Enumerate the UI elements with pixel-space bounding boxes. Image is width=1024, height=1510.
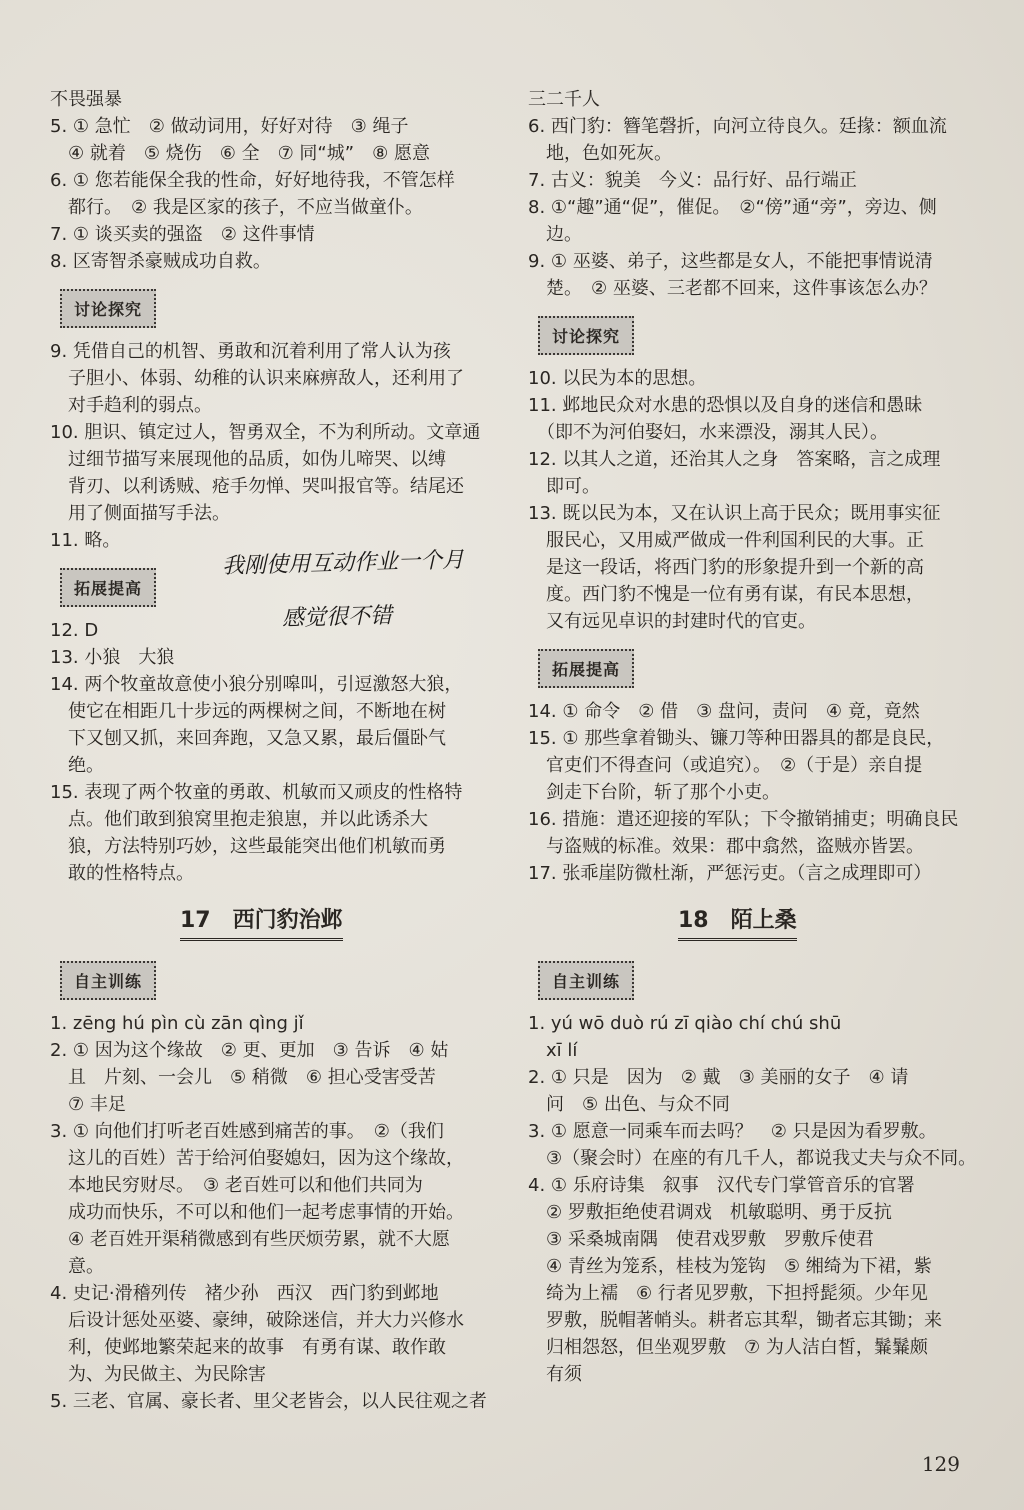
text-line: 地，色如死灰。: [528, 143, 672, 164]
text-line: 11. 邺地民众对水患的恐惧以及自身的迷信和愚昧: [528, 395, 923, 416]
text-line: ③（聚会时）在座的有几千人，都说我丈夫与众不同。: [528, 1148, 976, 1169]
text-line: 13. 既以民为本，又在认识上高于民众；既用事实征: [528, 503, 941, 524]
text-line: 子胆小、体弱、幼稚的认识来麻痹敌人，还利用了: [50, 368, 464, 389]
lesson-title: 17 西门豹治邺: [180, 903, 343, 941]
text-line: 1. yú wō duò rú zī qiào chí chú shū: [528, 1013, 842, 1034]
text-line: 即可。: [528, 476, 600, 497]
text-line: 15. ① 那些拿着锄头、镰刀等种田器具的都是良民，: [528, 728, 945, 749]
text-line: 15. 表现了两个牧童的勇敢、机敏而又顽皮的性格特: [50, 782, 463, 803]
text-line: 边。: [528, 224, 582, 245]
text-line: 10. 以民为本的思想。: [528, 368, 707, 389]
section-badge-self-training: 自主训练: [60, 961, 156, 1000]
right-answers-a: [528, 86, 976, 302]
text-line: 14. 两个牧童故意使小狼分别嗥叫，引逗激怒大狼，: [50, 674, 463, 695]
text-line: 是这一段话，将西门豹的形象提升到一个新的高: [528, 557, 924, 578]
text-line: 10. 胆识、镇定过人，智勇双全，不为利所动。文章通: [50, 422, 481, 443]
text-line: 问 ⑤ 出色、与众不同: [528, 1094, 730, 1115]
text-line: 罗敷，脱帽著帩头。耕者忘其犁，锄者忘其锄；来: [528, 1310, 942, 1331]
section-badge-discussion: 讨论探究: [538, 316, 634, 355]
text-line: 狼，方法特别巧妙，这些最能突出他们机敏而勇: [50, 836, 446, 857]
lesson-heading-18: [528, 893, 976, 947]
section-badge-self-training: 自主训练: [538, 961, 634, 1000]
text-line: 这儿的百姓）苦于给河伯娶媳妇，因为这个缘故，: [50, 1148, 464, 1169]
text-line: 三二千人: [528, 89, 600, 110]
text-line: 又有远见卓识的封建时代的官吏。: [528, 611, 816, 632]
text-line: 都行。 ② 我是区家的孩子，不应当做童仆。: [50, 197, 423, 218]
text-line: 1. zēng hú pìn cù zān qìng jǐ: [50, 1013, 304, 1034]
text-line: 3. ① 向他们打听老百姓感到痛苦的事。 ②（我们: [50, 1121, 444, 1142]
text-line: 绮为上襦 ⑥ 行者见罗敷，下担捋髭须。少年见: [528, 1283, 928, 1304]
text-line: 楚。 ② 巫婆、三老都不回来，这件事该怎么办？: [528, 278, 937, 299]
text-line: 9. 凭借自己的机智、勇敢和沉着利用了常人认为孩: [50, 341, 451, 362]
text-line: 后设计惩处巫婆、豪绅，破除迷信，并大力兴修水: [50, 1310, 464, 1331]
text-line: 3. ① 愿意一同乘车而去吗？ ② 只是因为看罗敷。: [528, 1121, 937, 1142]
section-badge-discussion: 讨论探究: [60, 289, 156, 328]
text-line: ⑦ 丰足: [50, 1094, 126, 1115]
right-column: [528, 86, 976, 1388]
text-line: 服民心，又用威严做成一件利国利民的大事。正: [528, 530, 924, 551]
text-line: （即不为河伯娶妇，水来漂没，溺其人民）。: [528, 422, 888, 443]
handwritten-note-line1: 我刚使用互动作业一个月: [221, 547, 465, 580]
left-answers-a: [50, 86, 498, 275]
text-line: 14. ① 命令 ② 借 ③ 盘问，责问 ④ 竟，竟然: [528, 701, 920, 722]
text-line: 6. ① 您若能保全我的性命，好好地待我，不管怎样: [50, 170, 455, 191]
text-line: ④ 老百姓开渠稍微感到有些厌烦劳累，就不大愿: [50, 1229, 450, 1250]
text-line: 12. D: [50, 620, 99, 641]
text-line: 不畏强暴: [50, 89, 122, 110]
text-line: 背刃、以利诱贼、疮手勿惮、哭叫报官等。结尾还: [50, 476, 464, 497]
text-line: 13. 小狼 大狼: [50, 647, 175, 668]
left-answers-c: [50, 617, 498, 887]
left-column: [50, 86, 498, 1415]
left-answers-d: [50, 1010, 498, 1415]
text-line: 8. 区寄智杀豪贼成功自救。: [50, 251, 271, 272]
text-line: 2. ① 只是 因为 ② 戴 ③ 美丽的女子 ④ 请: [528, 1067, 909, 1088]
section-badge-extension: 拓展提高: [538, 649, 634, 688]
text-line: 为、为民做主、为民除害: [50, 1364, 266, 1385]
text-line: 归相怨怒，但坐观罗敷 ⑦ 为人洁白皙，鬑鬑颇: [528, 1337, 928, 1358]
text-line: 使它在相距几十步远的两棵树之间，不断地在树: [50, 701, 446, 722]
text-line: 2. ① 因为这个缘故 ② 更、更加 ③ 告诉 ④ 姑: [50, 1040, 449, 1061]
handwritten-note-line2: 感觉很不错: [281, 603, 393, 632]
text-line: 5. ① 急忙 ② 做动词用，好好对待 ③ 绳子: [50, 116, 409, 137]
left-answers-b: [50, 338, 498, 554]
lesson-title: 18 陌上桑: [678, 903, 797, 941]
section-badge-extension: 拓展提高: [60, 568, 156, 607]
text-line: 且 片刻、一会儿 ⑤ 稍微 ⑥ 担心受害受苦: [50, 1067, 436, 1088]
text-line: 17. 张乖崖防微杜渐，严惩污吏。（言之成理即可）: [528, 863, 932, 884]
text-line: ④ 就着 ⑤ 烧伤 ⑥ 全 ⑦ 同“城” ⑧ 愿意: [50, 143, 430, 164]
text-line: 与盗贼的标准。效果：郡中翕然，盗贼亦皆罢。: [528, 836, 924, 857]
text-line: 5. 三老、官属、豪长者、里父老皆会，以人民往观之者: [50, 1391, 487, 1412]
text-line: 9. ① 巫婆、弟子，这些都是女人，不能把事情说清: [528, 251, 933, 272]
text-line: 绝。: [50, 755, 104, 776]
text-line: 有须: [528, 1364, 582, 1385]
text-line: 剑走下台阶，斩了那个小吏。: [528, 782, 780, 803]
text-line: 官吏们不得查问（或追究）。 ②（于是）亲自提: [528, 755, 923, 776]
text-line: 点。他们敢到狼窝里抱走狼崽，并以此诱杀大: [50, 809, 428, 830]
right-answers-c: [528, 698, 976, 887]
text-line: 16. 措施：遣还迎接的军队；下令撤销捕吏；明确良民: [528, 809, 959, 830]
text-line: 4. ① 乐府诗集 叙事 汉代专门掌管音乐的官署: [528, 1175, 915, 1196]
text-line: 12. 以其人之道，还治其人之身 答案略，言之成理: [528, 449, 941, 470]
text-line: 7. ① 谈买卖的强盗 ② 这件事情: [50, 224, 315, 245]
text-line: 过细节描写来展现他的品质，如伪儿啼哭、以缚: [50, 449, 446, 470]
text-line: ④ 青丝为笼系，桂枝为笼钩 ⑤ 缃绮为下裙，紫: [528, 1256, 932, 1277]
right-answers-d: [528, 1010, 976, 1388]
right-answers-b: [528, 365, 976, 635]
text-line: ② 罗敷拒绝使君调戏 机敏聪明、勇于反抗: [528, 1202, 892, 1223]
text-line: 下又刨又抓，来回奔跑，又急又累，最后僵卧气: [50, 728, 446, 749]
text-line: 6. 西门豹：簪笔磬折，向河立待良久。廷掾：额血流: [528, 116, 947, 137]
page-number: 129: [921, 1452, 960, 1476]
text-line: 意。: [50, 1256, 104, 1277]
text-line: 对手趋利的弱点。: [50, 395, 212, 416]
text-line: 敢的性格特点。: [50, 863, 194, 884]
text-line: 8. ①“趣”通“促”，催促。 ②“傍”通“旁”，旁边、侧: [528, 197, 937, 218]
text-line: 本地民穷财尽。 ③ 老百姓可以和他们共同为: [50, 1175, 423, 1196]
text-line: 度。西门豹不愧是一位有勇有谋，有民本思想，: [528, 584, 924, 605]
lesson-heading-17: [50, 893, 498, 947]
text-line: 4. 史记·滑稽列传 褚少孙 西汉 西门豹到邺地: [50, 1283, 439, 1304]
text-line: 用了侧面描写手法。: [50, 503, 230, 524]
text-line: ③ 采桑城南隅 使君戏罗敷 罗敷斥使君: [528, 1229, 874, 1250]
text-line: 利，使邺地繁荣起来的故事 有勇有谋、敢作敢: [50, 1337, 446, 1358]
text-line: 11. 略。: [50, 530, 121, 551]
text-line: 成功而快乐，不可以和他们一起考虑事情的开始。: [50, 1202, 464, 1223]
text-line: 7. 古义：貌美 今义：品行好、品行端正: [528, 170, 857, 191]
text-line: xī lí: [528, 1040, 578, 1061]
